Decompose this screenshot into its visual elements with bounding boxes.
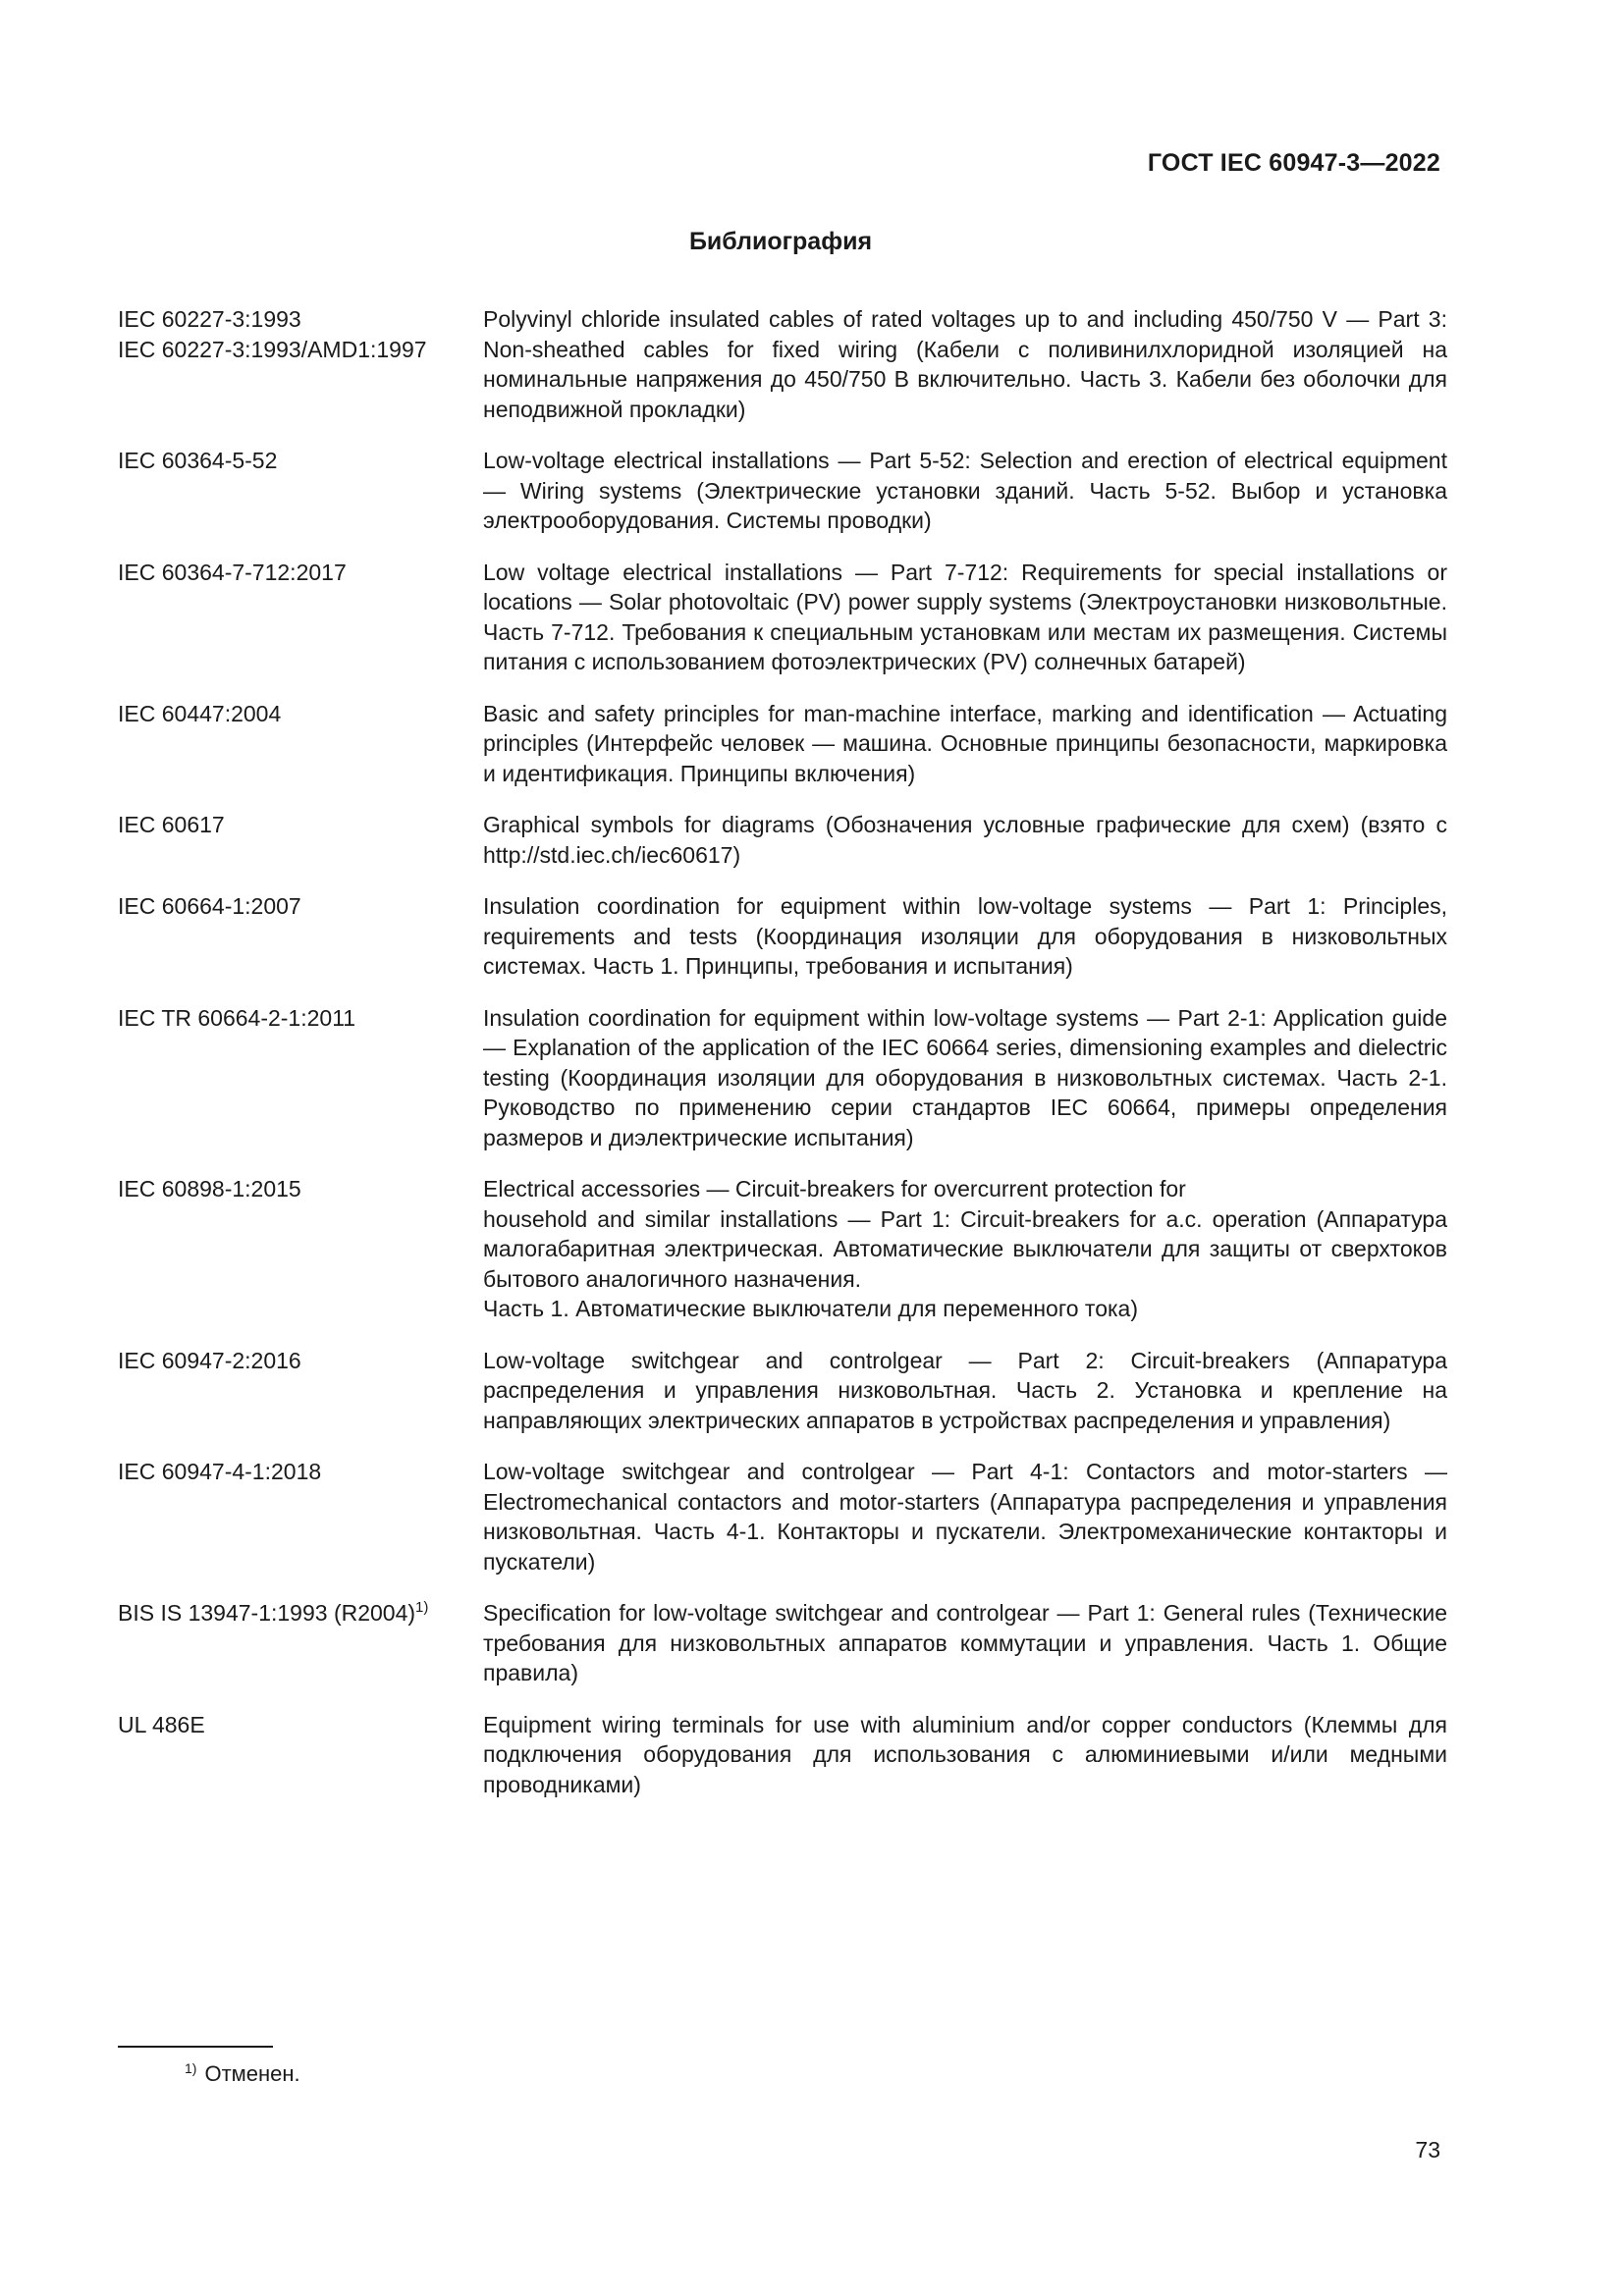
reference-code-line: IEC 60227-3:1993/AMD1:1997 [118, 336, 427, 362]
reference-code [118, 304, 483, 364]
bibliography-entry [118, 304, 1447, 424]
bibliography-entry [118, 1346, 1447, 1436]
footnote [185, 2061, 300, 2087]
reference-description: Insulation coordination for equipment within low-voltage systems — Part 2-1: Application guide — Explanation of the application of the IEC 60664 series, dimensioning examples and dielectric testing (Координация изоляции для оборудования в низковольтных системах. Часть 2-1. Руководство по применению серии стандартов IEC 60664, примеры определения размеров и диэлектрические испытания) [483, 1004, 1447, 1150]
reference-code-line: IEC 60664-1:2007 [118, 893, 301, 919]
footnote-marker: 1) [185, 2060, 197, 2076]
reference-code-line: IEC 60447:2004 [118, 700, 282, 726]
footnote-divider [118, 2046, 273, 2048]
reference-code [118, 1346, 483, 1376]
reference-code [118, 446, 483, 476]
reference-code-line: IEC 60898-1:2015 [118, 1176, 301, 1201]
reference-description-line: Часть 1. Автоматические выключатели для переменного тока) [483, 1296, 1138, 1321]
bibliography-entry [118, 446, 1447, 536]
bibliography-entry [118, 699, 1447, 789]
bibliography-entry [118, 1174, 1447, 1324]
reference-code-line: IEC 60227-3:1993 [118, 306, 301, 332]
reference-code [118, 891, 483, 922]
reference-code [118, 1710, 483, 1740]
reference-description: Low voltage electrical installations — Part 7-712: Requirements for special installations or locations — Solar photovoltaic (PV) power supply systems (Электроустановки низковольтные. Часть 7-712. Требования к специальным установкам или местам их размещения. Системы питания с использованием фотоэлектрических (PV) солнечных батарей) [483, 559, 1447, 674]
reference-description: Insulation coordination for equipment within low-voltage systems — Part 1: Principles, requirements and tests (Координация изоляции для оборудования в низковольтных системах. Часть 1. Принципы, требования и испытания) [483, 893, 1447, 979]
reference-code [118, 1457, 483, 1487]
bibliography-entry [118, 558, 1447, 677]
reference-description-line: Electrical accessories — Circuit-breakers for overcurrent protection for [483, 1176, 1186, 1201]
reference-description: Equipment wiring terminals for use with aluminium and/or copper conductors (Клеммы для подключения оборудования для использования с алюминиевыми и/или медными проводниками) [483, 1711, 1447, 1797]
bibliography-entry [118, 1003, 1447, 1153]
reference-code [118, 558, 483, 588]
reference-description [483, 1174, 1447, 1324]
reference-code-line: IEC 60947-4-1:2018 [118, 1459, 322, 1484]
reference-description: Specification for low-voltage switchgear and controlgear — Part 1: General rules (Технические требования для низковольтных аппаратов коммутации и управления. Часть 1. Общие правила) [483, 1600, 1447, 1685]
footnote-text: Отменен. [204, 2061, 300, 2086]
reference-code [118, 1003, 483, 1034]
reference-code-line: IEC 60364-7-712:2017 [118, 559, 347, 585]
reference-code-line: IEC 60364-5-52 [118, 448, 278, 473]
bibliography-entry [118, 810, 1447, 870]
reference-code-line: IEC 60617 [118, 812, 225, 837]
reference-code [118, 1174, 483, 1204]
reference-description: Graphical symbols for diagrams (Обозначения условные графические для схем) (взято с http://std.iec.ch/iec60617) [483, 812, 1447, 868]
bibliography-list [118, 304, 1447, 1821]
reference-code [118, 1598, 483, 1629]
reference-code [118, 810, 483, 840]
reference-description-line: household and similar installations — Part 1: Circuit-breakers for a.c. operation (Аппаратура малогабаритная электрическая. Автоматические выключатели для защиты от сверхтоков бытового аналогичного назначения. [483, 1205, 1447, 1292]
bibliography-entry [118, 1457, 1447, 1576]
bibliography-entry [118, 1710, 1447, 1800]
reference-code-text: BIS IS 13947-1:1993 (R2004) [118, 1600, 416, 1626]
reference-code [118, 699, 483, 729]
bibliography-entry [118, 891, 1447, 982]
bibliography-entry [118, 1598, 1447, 1688]
reference-code-line [118, 1598, 483, 1629]
reference-code-line: IEC TR 60664-2-1:2011 [118, 1004, 356, 1031]
reference-code-line: UL 486E [118, 1711, 205, 1737]
reference-description: Low-voltage switchgear and controlgear — Part 2: Circuit-breakers (Аппаратура распределения и управления низковольтная. Часть 2. Установка и крепление на направляющих электрических аппаратов в устройствах распределения и управления) [483, 1347, 1447, 1433]
standard-header: ГОСТ IEC 60947-3—2022 [1147, 149, 1440, 177]
reference-code-line: IEC 60947-2:2016 [118, 1347, 301, 1373]
reference-description: Basic and safety principles for man-machine interface, marking and identification — Actuating principles (Интерфейс человек — машина. Основные принципы безопасности, маркировка и идентификация. Принципы включения) [483, 700, 1447, 786]
reference-description: Low-voltage switchgear and controlgear — Part 4-1: Contactors and motor-starters — Electromechanical contactors and motor-starters (Аппаратура распределения и управления низковольтная. Часть 4-1. Контакторы и пускатели. Электромеханические контакторы и пускатели) [483, 1459, 1447, 1575]
reference-description: Low-voltage electrical installations — Part 5-52: Selection and erection of electrical equipment — Wiring systems (Электрические установки зданий. Часть 5-52. Выбор и установка электрооборудования. Системы проводки) [483, 448, 1447, 533]
reference-description: Polyvinyl chloride insulated cables of rated voltages up to and including 450/750 V — Part 3: Non-sheathed cables for fixed wiring (Кабели с поливинилхлоридной изоляцией на номинальные напряжения до 450/750 В включительно. Часть 3. Кабели без оболочки для неподвижной прокладки) [483, 306, 1447, 422]
section-title: Библиография [688, 228, 873, 255]
footnote-marker: 1) [415, 1599, 429, 1616]
page-number: 73 [1415, 2137, 1440, 2163]
